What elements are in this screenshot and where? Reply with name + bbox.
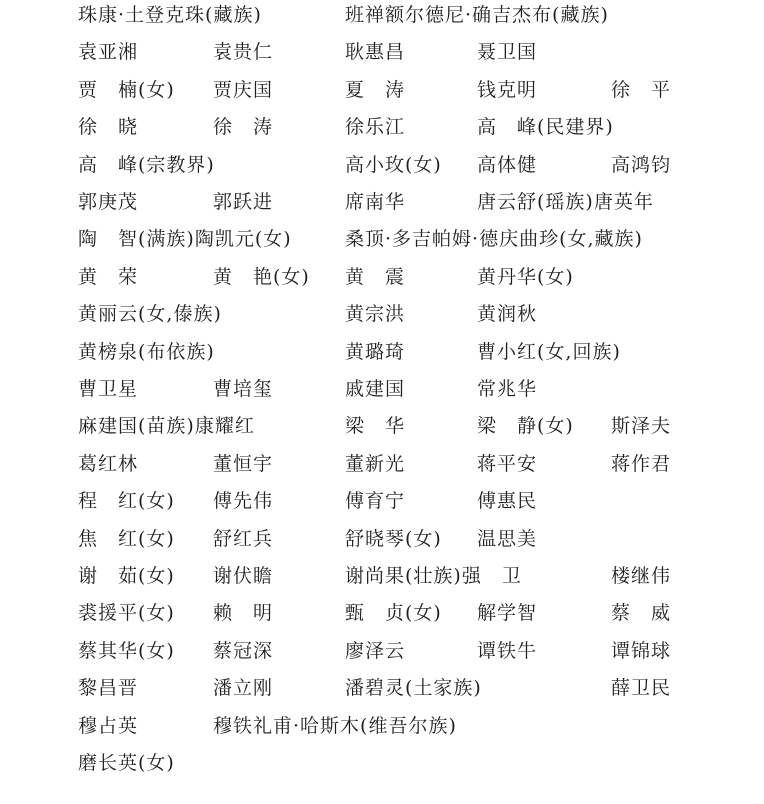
name-entry: 黄润秋: [477, 303, 538, 326]
name-row: [0, 374, 764, 404]
name-row: [0, 561, 764, 591]
name-entry: 黄宗洪: [345, 303, 406, 326]
name-entry: 黄 荣: [78, 265, 139, 288]
name-entry: 裘援平(女): [78, 602, 175, 625]
name-entry: 甄 贞(女): [345, 602, 442, 625]
name-entry: 程 红(女): [78, 490, 175, 513]
name-entry: 蔡 威: [611, 602, 672, 625]
name-entry: 席南华: [345, 191, 406, 213]
name-entry: 郭庚茂: [78, 191, 139, 213]
name-entry: 蒋平安: [477, 452, 538, 475]
name-entry: 桑顶·多吉帕姆·德庆曲珍(女,藏族): [345, 228, 643, 251]
name-entry: 梁 华: [345, 415, 406, 438]
name-entry: 谢伏瞻: [213, 565, 274, 587]
name-entry: 常兆华: [477, 378, 538, 400]
name-entry: 黎昌晋: [78, 677, 139, 700]
name-entry: 廖泽云: [345, 639, 406, 662]
name-entry: 谢 茹(女): [78, 565, 175, 587]
name-entry: 潘立刚: [213, 677, 274, 700]
name-entry: 潘碧灵(土家族): [345, 677, 482, 700]
name-entry: 董恒宇: [213, 452, 274, 475]
name-entry: 穆占英: [78, 714, 139, 737]
name-row: [0, 673, 764, 703]
name-entry: 舒晓琴(女): [345, 527, 442, 550]
name-row: [0, 262, 764, 292]
name-entry: 蒋作君: [611, 452, 672, 475]
name-entry: 贾 楠(女): [78, 78, 175, 101]
name-row: [0, 524, 764, 554]
name-entry: 夏 涛: [345, 78, 406, 101]
name-row: [0, 299, 764, 329]
name-row: [0, 150, 764, 180]
name-row: [0, 187, 764, 217]
name-entry: 傅惠民: [477, 490, 538, 513]
name-entry: 黄丹华(女): [477, 265, 574, 288]
name-entry: 黄 震: [345, 265, 406, 288]
name-entry: 麻建国(苗族)康耀红: [78, 415, 255, 438]
name-entry: 聂卫国: [477, 41, 538, 64]
name-entry: 赖 明: [213, 602, 274, 625]
name-entry: 曹小红(女,回族): [477, 340, 621, 363]
name-entry: 珠康·土登克珠(藏族): [78, 4, 262, 26]
name-entry: 徐 平: [611, 78, 672, 101]
name-row: [0, 224, 764, 254]
name-entry: 黄丽云(女,傣族): [78, 303, 222, 326]
name-entry: 高体健: [477, 153, 538, 176]
name-entry: 班禅额尔德尼·确吉杰布(藏族): [345, 4, 609, 26]
name-entry: 梁 静(女): [477, 415, 574, 438]
name-entry: 傅先伟: [213, 490, 274, 513]
name-entry: 郭跃进: [213, 191, 274, 213]
name-entry: 磨长英(女): [78, 752, 175, 774]
name-entry: 高鸿钧: [611, 153, 672, 176]
name-entry: 温思美: [477, 527, 538, 550]
name-row: [0, 0, 764, 30]
name-row: [0, 411, 764, 441]
name-entry: 耿惠昌: [345, 41, 406, 64]
name-entry: 钱克明: [477, 78, 538, 101]
name-entry: 傅育宁: [345, 490, 406, 513]
name-entry: 陶 智(满族)陶凯元(女): [78, 228, 292, 251]
name-entry: 葛红林: [78, 452, 139, 475]
name-entry: 谭锦球: [611, 639, 672, 662]
name-entry: 穆铁礼甫·哈斯木(维吾尔族): [213, 714, 457, 737]
name-entry: 黄榜泉(布依族): [78, 340, 215, 363]
name-entry: 斯泽夫: [611, 415, 672, 438]
name-entry: 高 峰(宗教界): [78, 153, 215, 176]
name-entry: 楼继伟: [611, 565, 672, 587]
name-entry: 高 峰(民建界): [477, 116, 614, 139]
name-entry: 舒红兵: [213, 527, 274, 550]
name-entry: 谭铁牛: [477, 639, 538, 662]
name-row: [0, 636, 764, 666]
name-entry: 黄璐琦: [345, 340, 406, 363]
name-row: [0, 112, 764, 142]
name-entry: 蔡其华(女): [78, 639, 175, 662]
name-entry: 高小玫(女): [345, 153, 442, 176]
name-entry: 戚建国: [345, 378, 406, 400]
name-row: [0, 449, 764, 479]
name-row: [0, 711, 764, 741]
name-entry: 徐 涛: [213, 116, 274, 139]
name-row: [0, 486, 764, 516]
name-entry: 徐 晓: [78, 116, 139, 139]
name-entry: 袁贵仁: [213, 41, 274, 64]
name-entry: 董新光: [345, 452, 406, 475]
name-entry: 薛卫民: [611, 677, 672, 700]
name-entry: 贾庆国: [213, 78, 274, 101]
name-row: [0, 748, 764, 778]
name-entry: 袁亚湘: [78, 41, 139, 64]
name-entry: 黄 艳(女): [213, 265, 310, 288]
name-entry: 焦 红(女): [78, 527, 175, 550]
name-entry: 徐乐江: [345, 116, 406, 139]
name-entry: 曹培玺: [213, 378, 274, 400]
name-entry: 解学智: [477, 602, 538, 625]
name-entry: 曹卫星: [78, 378, 139, 400]
name-row: [0, 337, 764, 367]
name-entry: 蔡冠深: [213, 639, 274, 662]
name-entry: 谢尚果(壮族)强 卫: [345, 565, 522, 587]
name-row: [0, 37, 764, 67]
name-row: [0, 75, 764, 105]
name-entry: 唐云舒(瑶族)唐英年: [477, 191, 654, 213]
name-row: [0, 598, 764, 628]
